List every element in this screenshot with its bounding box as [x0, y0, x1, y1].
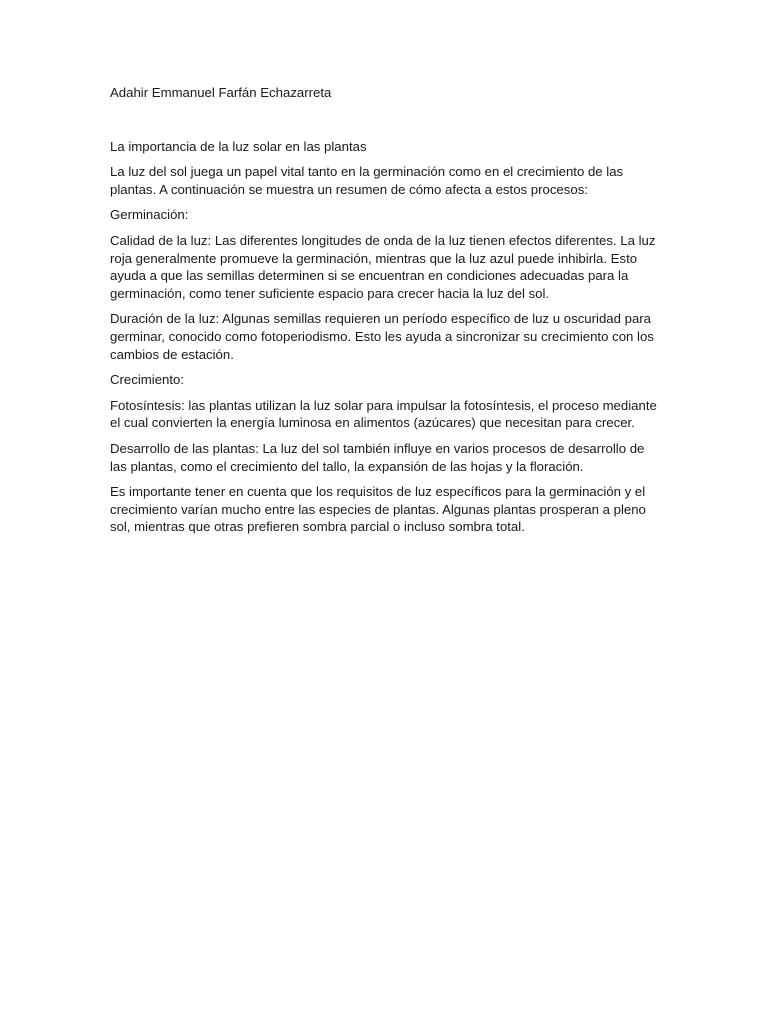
paragraph-fotosintesis: Fotosíntesis: las plantas utilizan la luz solar para impulsar la fotosíntesis, el proceso mediante el cual convierten la energía luminosa en alimentos (azúcares) que necesitan para crecer. [110, 397, 657, 431]
document-title: La importancia de la luz solar en las plantas [110, 138, 367, 154]
document-body [110, 84, 662, 544]
paragraph-conclusion: Es importante tener en cuenta que los requisitos de luz específicos para la germinación y el crecimiento varían mucho entre las especies de plantas. Algunas plantas prosperan a pleno sol, mientras que otras prefieren sombra parcial o incluso sombra total. [110, 484, 646, 535]
paragraph-intro: La luz del sol juega un papel vital tanto en la germinación como en el crecimiento de las plantas. A continuación se muestra un resumen de cómo afecta a estos procesos: [110, 164, 624, 197]
heading-crecimiento: Crecimiento: [110, 372, 185, 388]
paragraph-desarrollo: Desarrollo de las plantas: La luz del sol también influye en varios procesos de desarrollo de las plantas, como el crecimiento del tallo, la expansión de las hojas y la floración. [110, 440, 645, 474]
author-name: Adahir Emmanuel Farfán Echazarreta [110, 85, 332, 100]
heading-germinacion: Germinación: [110, 207, 189, 223]
paragraph-duracion-luz: Duración de la luz: Algunas semillas requieren un período específico de luz u oscuridad para germinar, conocido como fotoperiodismo. Esto les ayuda a sincronizar su crecimiento con los cambios de estación. [110, 311, 654, 362]
paragraph-calidad-luz: Calidad de la luz: Las diferentes longitudes de onda de la luz tienen efectos diferentes. La luz roja generalmente promueve la germinación, mientras que la luz azul puede inhibirla. Esto ayuda a que las semillas determinen si se encuentran en condiciones adecuadas para la germinación, como tener suficiente espacio para crecer hacia la luz del sol. [110, 232, 656, 301]
